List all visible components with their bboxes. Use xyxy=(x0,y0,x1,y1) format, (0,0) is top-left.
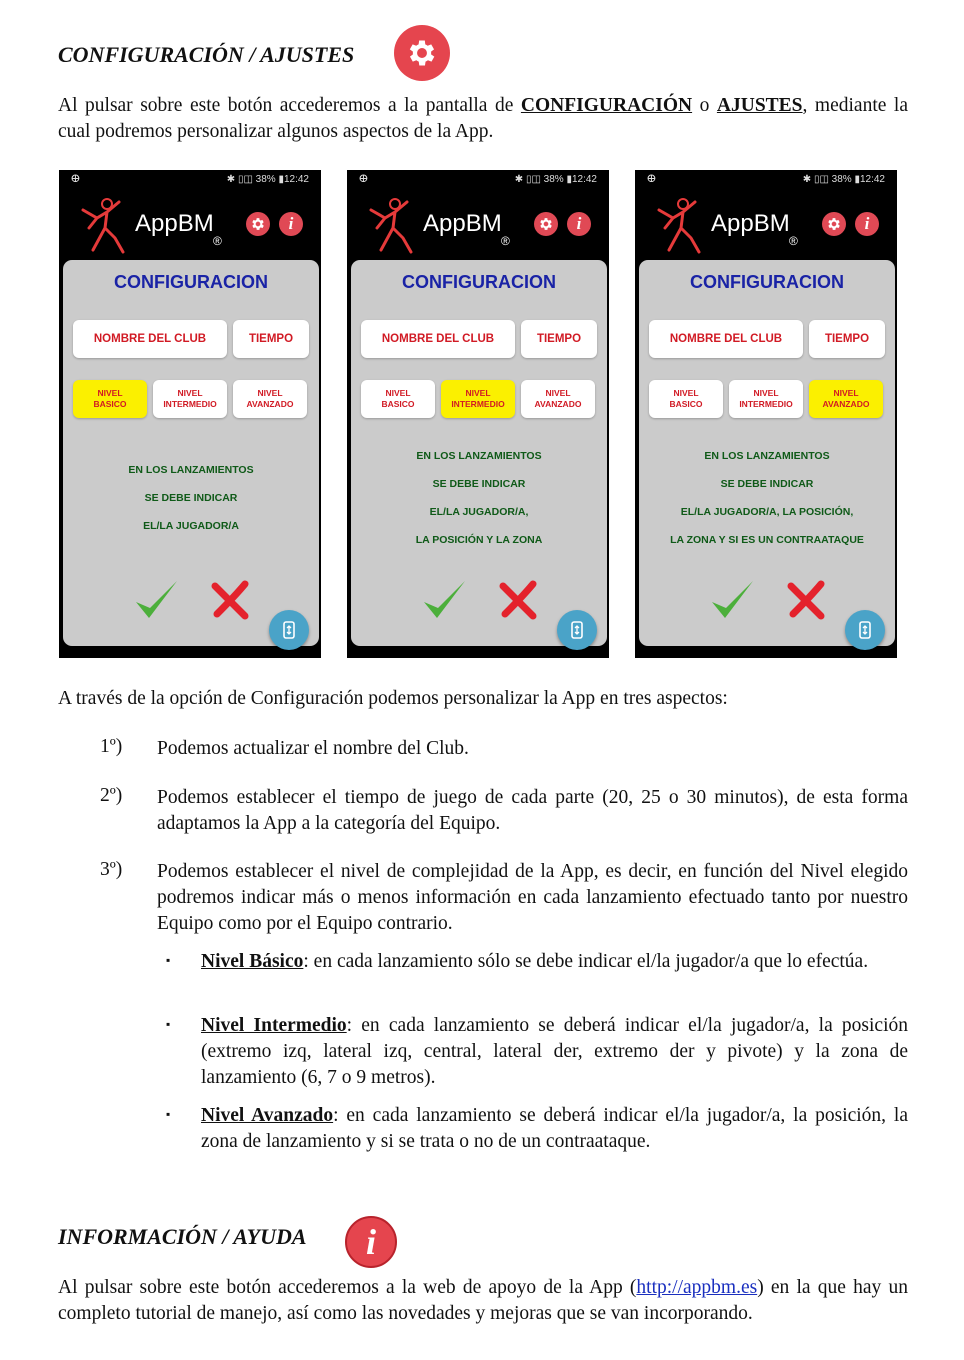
appbm-logo-icon xyxy=(79,198,129,254)
club-name-button[interactable]: NOMBRE DEL CLUB xyxy=(73,320,227,358)
item-number: 1º) xyxy=(100,736,123,757)
app-name: AppBM xyxy=(423,210,502,237)
rotate-icon xyxy=(857,621,873,639)
level-message: LA POSICIÓN Y LA ZONA xyxy=(415,534,543,546)
rotate-screen-button[interactable] xyxy=(557,610,597,650)
confirm-check-icon[interactable] xyxy=(421,578,467,622)
registered-mark: ® xyxy=(213,234,222,248)
item-text: Podemos actualizar el nombre del Club. xyxy=(157,738,469,759)
bullet-basico: Nivel Básico: en cada lanzamiento sólo se debe indicar el/la jugador/a que lo efectúa. xyxy=(201,951,869,972)
cancel-cross-icon[interactable] xyxy=(211,580,251,620)
config-panel xyxy=(351,260,607,646)
rotate-icon xyxy=(281,621,297,639)
info-icon[interactable]: i xyxy=(855,212,879,236)
level-message: EN LOS LANZAMIENTOS xyxy=(704,450,830,462)
level-button[interactable]: NIVEL AVANZADO xyxy=(809,380,883,418)
appbm-link[interactable]: http://appbm.es xyxy=(636,1277,758,1298)
item-text: Podemos establecer el tiempo de juego de cada parte (20, 25 o 30 minutos), de esta forma adaptamos la App a la categoría del Equipo. xyxy=(157,787,908,834)
time-button[interactable]: TIEMPO xyxy=(809,320,885,358)
level-button[interactable]: NIVEL BASICO xyxy=(361,380,435,418)
app-name: AppBM xyxy=(711,210,790,237)
time-button[interactable]: TIEMPO xyxy=(233,320,309,358)
cancel-cross-icon[interactable] xyxy=(787,580,827,620)
bullet-intermedio: Nivel Intermedio: en cada lanzamiento se deberá indicar el/la jugador/a, la posición (extremo izq, lateral izq, central, lateral der, extremo der y pivote) y la zona de lanzamiento (6, 7 o 9 metros). xyxy=(201,1015,908,1088)
level-message: LA ZONA Y SI ES UN CONTRAATAQUE xyxy=(670,534,864,546)
info-icon: i xyxy=(345,1216,397,1268)
item-number: 2º) xyxy=(100,785,123,806)
configuracion-term: CONFIGURACIÓN xyxy=(520,95,693,116)
status-bar: ⴲ ✱ ▯◫ 38% ▮12:42 xyxy=(647,174,885,185)
phone-screenshot xyxy=(635,170,897,658)
level-message: EN LOS LANZAMIENTOS xyxy=(128,464,254,476)
bullet-icon: ▪ xyxy=(166,1107,171,1121)
intro-paragraph: Al pulsar sobre este botón accederemos a la pantalla de CONFIGURACIÓN o AJUSTES, mediante la cual podremos personalizar algunos aspectos de la App. xyxy=(58,95,908,142)
club-name-button[interactable]: NOMBRE DEL CLUB xyxy=(361,320,515,358)
registered-mark: ® xyxy=(789,234,798,248)
level-button[interactable]: NIVEL BASICO xyxy=(73,380,147,418)
item-text: Podemos establecer el nivel de complejidad de la App, es decir, en función del Nivel elegido podremos indicar más o menos información en cada lanzamiento efectuado tanto por nuestro Equipo como por el Equipo contrario. xyxy=(157,861,908,934)
config-title: CONFIGURACION xyxy=(114,272,268,292)
settings-gear-icon xyxy=(394,25,450,81)
settings-gear-icon[interactable] xyxy=(534,212,558,236)
settings-gear-icon[interactable] xyxy=(822,212,846,236)
section-title-configuracion: CONFIGURACIÓN / AJUSTES xyxy=(58,42,355,67)
item-number: 3º) xyxy=(100,859,123,880)
bullet-icon: ▪ xyxy=(166,953,171,967)
info-icon[interactable]: i xyxy=(279,212,303,236)
config-panel xyxy=(639,260,895,646)
config-panel xyxy=(63,260,319,646)
lead-paragraph: A través de la opción de Configuración podemos personalizar la App en tres aspectos: xyxy=(58,688,728,709)
level-button[interactable]: NIVEL BASICO xyxy=(649,380,723,418)
level-message: SE DEBE INDICAR xyxy=(432,478,526,490)
rotate-icon xyxy=(569,621,585,639)
club-name-button[interactable]: NOMBRE DEL CLUB xyxy=(649,320,803,358)
rotate-screen-button[interactable] xyxy=(845,610,885,650)
config-title: CONFIGURACION xyxy=(690,272,844,292)
settings-gear-icon[interactable] xyxy=(246,212,270,236)
bullet-avanzado: Nivel Avanzado: en cada lanzamiento se deberá indicar el/la jugador/a, la posición, la zona de lanzamiento y si se trata o no de un contraataque. xyxy=(201,1105,908,1152)
rotate-screen-button[interactable] xyxy=(269,610,309,650)
level-message: SE DEBE INDICAR xyxy=(144,492,238,504)
level-button[interactable]: NIVEL INTERMEDIO xyxy=(153,380,227,418)
appbm-logo-icon xyxy=(367,198,417,254)
app-name: AppBM xyxy=(135,210,214,237)
info-paragraph: Al pulsar sobre este botón accederemos a la web de apoyo de la App (http://appbm.es) en la que hay un completo tutorial de manejo, así como las novedades y mejoras que se van incorporando. xyxy=(58,1277,908,1324)
section-title-informacion: INFORMACIÓN / AYUDA xyxy=(58,1224,307,1249)
status-bar: ⴲ ✱ ▯◫ 38% ▮12:42 xyxy=(71,174,309,185)
ajustes-term: AJUSTES xyxy=(716,95,803,116)
bullet-icon: ▪ xyxy=(166,1017,171,1031)
cancel-cross-icon[interactable] xyxy=(499,580,539,620)
level-message: EL/LA JUGADOR/A, LA POSICIÓN, xyxy=(680,506,854,518)
level-button[interactable]: NIVEL INTERMEDIO xyxy=(441,380,515,418)
time-button[interactable]: TIEMPO xyxy=(521,320,597,358)
level-message: EN LOS LANZAMIENTOS xyxy=(416,450,542,462)
level-message: EL/LA JUGADOR/A, xyxy=(429,506,529,518)
level-button[interactable]: NIVEL AVANZADO xyxy=(521,380,595,418)
level-button[interactable]: NIVEL AVANZADO xyxy=(233,380,307,418)
phone-screenshot xyxy=(347,170,609,658)
confirm-check-icon[interactable] xyxy=(709,578,755,622)
level-message: SE DEBE INDICAR xyxy=(720,478,814,490)
registered-mark: ® xyxy=(501,234,510,248)
level-message: EL/LA JUGADOR/A xyxy=(143,520,239,532)
confirm-check-icon[interactable] xyxy=(133,578,179,622)
appbm-logo-icon xyxy=(655,198,705,254)
level-button[interactable]: NIVEL INTERMEDIO xyxy=(729,380,803,418)
phone-screenshot xyxy=(59,170,321,658)
status-bar: ⴲ ✱ ▯◫ 38% ▮12:42 xyxy=(359,174,597,185)
config-title: CONFIGURACION xyxy=(402,272,556,292)
info-icon[interactable]: i xyxy=(567,212,591,236)
